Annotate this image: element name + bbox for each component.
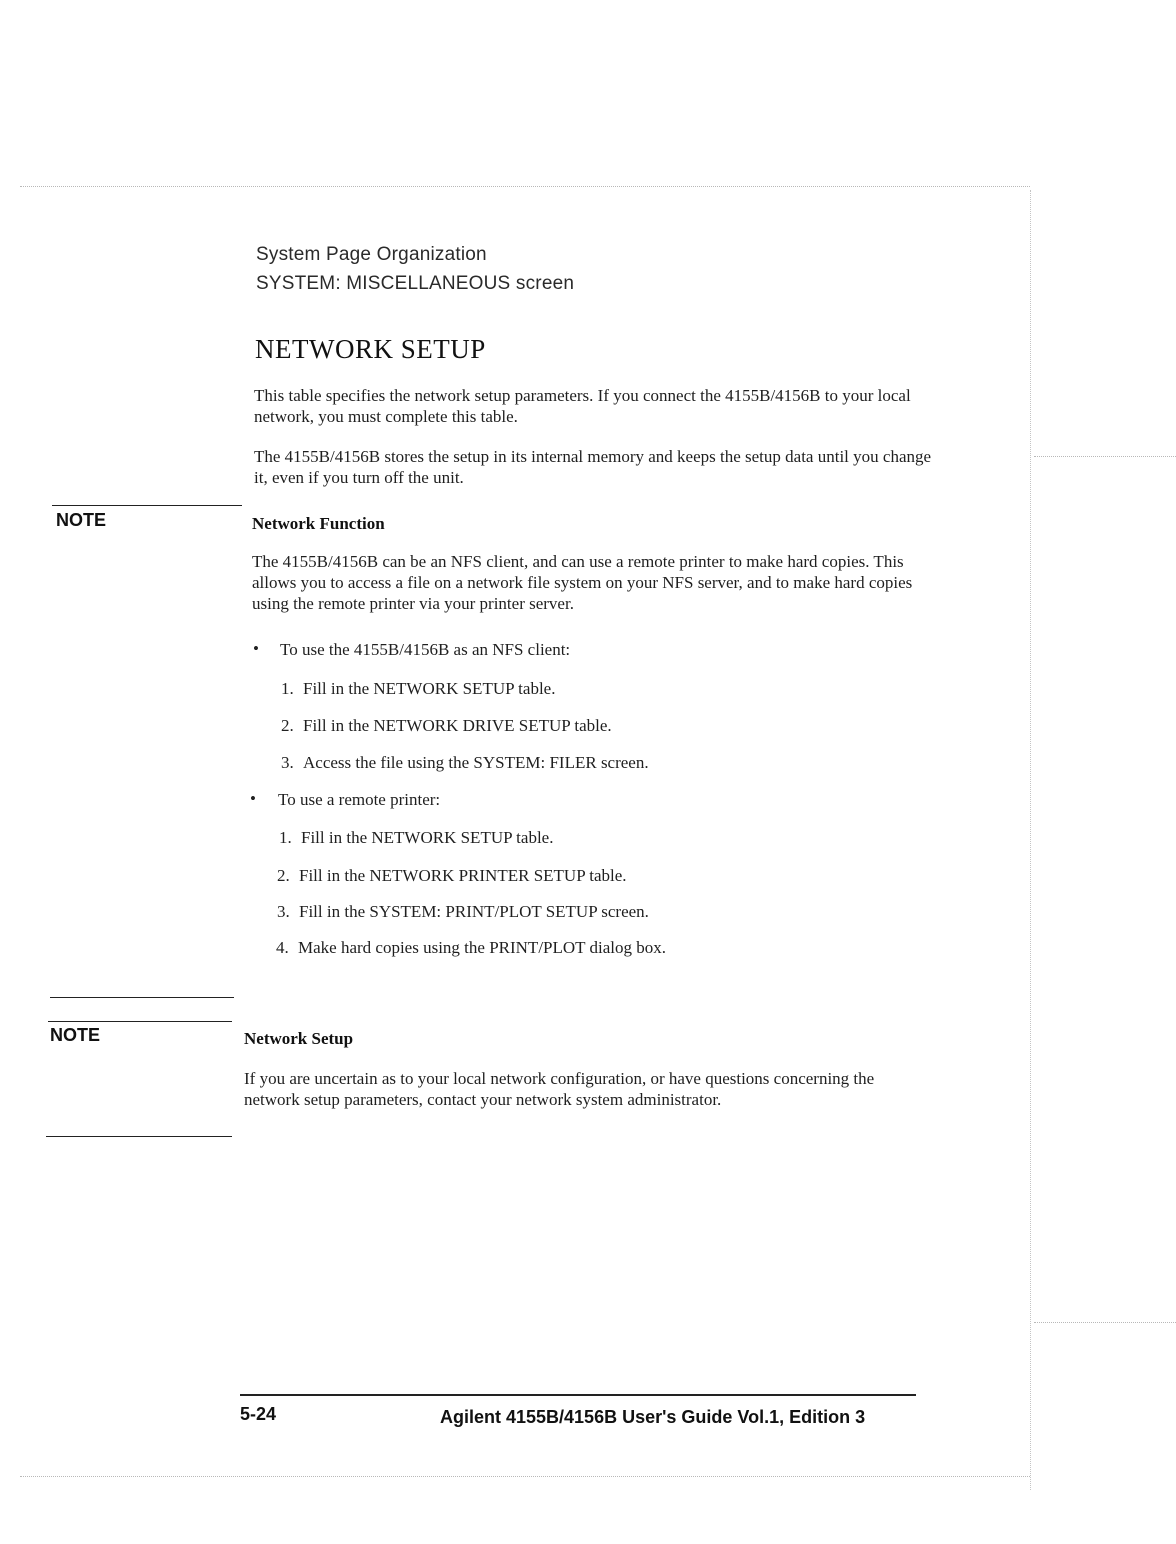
note2-body: If you are uncertain as to your local network configuration, or have questions concerning the network setup parameters, contact your network system administrator. xyxy=(244,1069,875,1109)
note2-heading: Network Setup xyxy=(244,1029,354,1048)
step-text: Fill in the NETWORK SETUP table. xyxy=(301,828,554,847)
bullet-glyph: • xyxy=(250,789,256,808)
scan-edge-right-mark-1 xyxy=(1034,456,1176,457)
step-number: 2. xyxy=(281,716,294,735)
guide-title: Agilent 4155B/4156B User's Guide Vol.1, Edition 3 xyxy=(440,1407,866,1427)
bullet-glyph: • xyxy=(253,639,259,658)
running-header-line-1: System Page Organization xyxy=(256,244,487,265)
step-item xyxy=(276,938,666,958)
intro-paragraph-2: The 4155B/4156B stores the setup in its internal memory and keeps the setup data until you change it, even if you turn off the unit. xyxy=(254,447,932,487)
note1-heading: Network Function xyxy=(252,514,385,533)
scan-edge-top xyxy=(20,186,1030,187)
bullet-item-remote-printer: To use a remote printer: xyxy=(278,790,441,809)
scan-edge-right-mark-2 xyxy=(1034,1322,1176,1323)
step-text: Fill in the NETWORK PRINTER SETUP table. xyxy=(299,866,627,885)
running-header-line-2: SYSTEM: MISCELLANEOUS screen xyxy=(256,273,575,294)
note1-body: The 4155B/4156B can be an NFS client, and can use a remote printer to make hard copies. This allows you to access a file on a network file system on your NFS server, and to make hard copies using the remote printer via your printer server. xyxy=(252,552,913,613)
step-number: 3. xyxy=(281,753,294,772)
step-text: Make hard copies using the PRINT/PLOT dialog box. xyxy=(298,938,666,957)
step-text: Fill in the NETWORK SETUP table. xyxy=(303,679,556,698)
step-number: 1. xyxy=(281,679,294,698)
scan-edge-bottom xyxy=(20,1476,1030,1477)
step-text: Fill in the SYSTEM: PRINT/PLOT SETUP screen. xyxy=(299,902,649,921)
step-item xyxy=(277,866,627,886)
step-text: Access the file using the SYSTEM: FILER screen. xyxy=(303,753,649,772)
note1-label: NOTE xyxy=(56,510,107,530)
note1-bottom-rule xyxy=(50,997,234,998)
page-number: 5-24 xyxy=(240,1404,277,1424)
note2-label: NOTE xyxy=(50,1025,101,1045)
step-item xyxy=(281,679,555,699)
step-number: 2. xyxy=(277,866,290,885)
step-item xyxy=(281,753,649,773)
footer-rule xyxy=(240,1394,916,1396)
bullet-item-nfs-client: To use the 4155B/4156B as an NFS client: xyxy=(280,640,571,659)
step-number: 3. xyxy=(277,902,290,921)
step-number: 1. xyxy=(279,828,292,847)
note2-bottom-rule xyxy=(46,1136,232,1137)
note2-top-rule xyxy=(48,1021,232,1022)
step-item xyxy=(281,716,612,736)
intro-paragraph-1: This table specifies the network setup parameters. If you connect the 4155B/4156B to your local network, you must complete this table. xyxy=(254,386,911,426)
step-number: 4. xyxy=(276,938,289,957)
section-title: NETWORK SETUP xyxy=(255,334,486,364)
note1-top-rule xyxy=(52,505,242,506)
step-text: Fill in the NETWORK DRIVE SETUP table. xyxy=(303,716,612,735)
step-item xyxy=(279,828,553,848)
scan-edge-right xyxy=(1030,190,1031,1490)
step-item xyxy=(277,902,649,922)
